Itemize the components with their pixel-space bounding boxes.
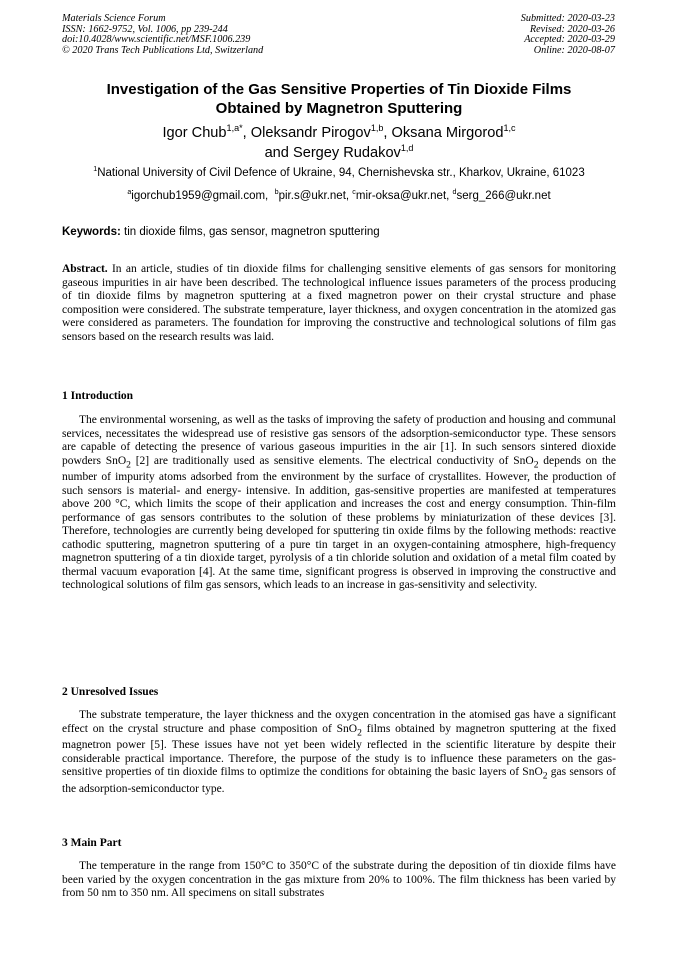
intro-text-2: [2] are traditionally used as sensitive elements. The electrical conductivity of SnO <box>130 454 534 467</box>
issues-text-3: gas sensors of the adsorption-semiconductor type. <box>62 766 616 796</box>
author-3: Oksana Mirgorod <box>391 125 504 141</box>
doi-line: doi:10.4028/www.scientific.net/MSF.1006.239 <box>62 34 251 46</box>
authors-line-2 <box>62 143 616 163</box>
email-d-sup: d <box>452 188 457 197</box>
issues-text-1: The substrate temperature, the layer thickness and the oxygen concentration in the atomised gas have a significant effect on the crystal structure and phase composition of SnO <box>62 709 616 735</box>
email-b[interactable]: pir.s@ukr.net, <box>278 190 350 202</box>
issues-sub-2: 2 <box>542 770 548 782</box>
abstract-label: Abstract. <box>62 263 108 275</box>
email-a-sup: a <box>127 188 132 197</box>
revised-date: Revised: 2020-03-26 <box>529 23 615 35</box>
affiliation-sup: 1 <box>93 165 98 174</box>
affiliation-text: National University of Civil Defence of Ukraine, 94, Chernishevska str., Kharkov, Ukraine, 61023 <box>97 167 585 179</box>
submitted-date: Submitted: 2020-03-23 <box>520 13 615 24</box>
authors-line-1: Igor Chub$^{1,a*}$, Oleksandr Pirogov$^{1,b}$, Oksana Mirgorod$^{1,c}$ <box>162 123 516 141</box>
author-1-sup: 1,a* <box>226 123 243 134</box>
keywords-text: tin dioxide films, gas sensor, magnetron sputtering <box>124 226 380 238</box>
intro-sub-2: 2 <box>533 458 539 470</box>
author-1: Igor Chub <box>162 125 227 141</box>
issues-paragraph <box>62 709 616 797</box>
copyright-line: © 2020 Trans Tech Publications Ltd, Switzerland <box>62 44 264 56</box>
author-4: and Sergey Rudakov <box>264 145 401 161</box>
issn-line: ISSN: 1662-9752, Vol. 1006, pp 239-244 <box>62 23 228 35</box>
intro-text-1: The environmental worsening, as well as the tasks of improving the safety of production and housing and communal services, necessitates the widespread use of resistive gas sensors of the adsorption-semiconductor type. These sensors are capable of detecting the presence of various gaseous impurities in the air [1]. In such sensors sintered dioxide powders SnO <box>62 414 616 467</box>
email-list <box>62 189 616 203</box>
email-b-sup: b <box>274 188 279 197</box>
section-heading-main-part: 3 Main Part <box>62 837 122 849</box>
keywords-label: Keywords: <box>62 226 121 238</box>
dates-header <box>521 14 615 56</box>
keywords <box>62 225 616 239</box>
author-list <box>62 123 616 163</box>
abstract <box>62 263 616 344</box>
email-c[interactable]: mir-oksa@ukr.net, <box>355 190 450 202</box>
affiliation <box>62 166 616 180</box>
author-4-sup: 1,d <box>400 143 414 154</box>
journal-name: Materials Science Forum <box>62 13 166 24</box>
intro-text-3: depends on the number of impurity atoms adsorbed from the environment by the surface of crystallites. However, the production of such sensors is material- and energy- intensive. In addition, gas-sensitive properties are manifested at temperatures above 200 °C, which limits the scope of their application and increases the cost and energy consumption. Thin-film performance of gas sensors contributes to the solution of these problems by miniaturization of these devices [3]. Therefore, technologies are currently being developed for sputtering tin oxide films by the following methods: reactive cathodic sputtering, magnetron sputtering of a pure tin target in an oxygen-containing atmosphere, high-frequency magnetron sputtering of a tin dioxide target, pyrolysis of a tin chloride solution and oxidation of a metal film coated by thermal vacuum evaporation [4]. At the same time, significant progress is observed in improving the constructive and technological solutions of film gas sensors, which leads to an increase in gas-sensitivity and selectivity. <box>62 454 616 592</box>
main-part-paragraph <box>62 860 616 901</box>
title-line-1: Investigation of the Gas Sensitive Properties of Tin Dioxide Films <box>106 81 572 98</box>
issues-sub-1: 2 <box>357 726 362 738</box>
paper-title <box>62 80 616 118</box>
author-2: Oleksandr Pirogov <box>250 125 371 141</box>
online-date: Online: 2020-08-07 <box>533 44 615 56</box>
section-heading-unresolved-issues: 2 Unresolved Issues <box>62 686 159 698</box>
email-c-sup: c <box>352 188 356 197</box>
title-line-2: Obtained by Magnetron Sputtering <box>215 100 463 117</box>
section-heading-introduction: 1 Introduction <box>62 390 134 402</box>
author-2-sup: 1,b <box>370 123 384 134</box>
email-a[interactable]: igorchub1959@gmail.com, <box>131 190 269 202</box>
email-d[interactable]: serg_266@ukr.net <box>456 190 551 202</box>
intro-sub-1: 2 <box>126 458 131 470</box>
author-3-sup: 1,c <box>503 123 516 134</box>
introduction-paragraph <box>62 414 616 593</box>
journal-header <box>62 14 263 56</box>
abstract-text: In an article, studies of tin dioxide films for challenging sensitive elements of gas sensors for monitoring gaseous impurities in air have been described. The technological influence issues parameters of the process producing of tin dioxide films by magnetron sputtering at a fixed magnetron power on their crystal structure and phase composition were considered. The substrate temperature, layer thickness, and oxygen concentration in the atomized gas were considered as parameters. The foundation for improving the constructive and technological solutions of film gas sensors based on the research results was laid. <box>62 263 616 343</box>
accepted-date: Accepted: 2020-03-29 <box>524 34 615 46</box>
main-text: The temperature in the range from 150°C to 350°C of the substrate during the deposition of tin dioxide films have been varied by the oxygen concentration in the gas mixture from 20% to 100%. The film thickness has been varied by from 50 nm to 350 nm. All specimens on sitall substrates <box>62 860 616 899</box>
issues-text-2: films obtained by magnetron sputtering at the fixed magnetron power [5]. These issues have not yet been widely reflected in the scientific literature by despite their considerable practical importance. Therefore, the purpose of the study is to influence these parameters on the gas-sensitive properties of tin dioxide films to optimize the conditions for obtaining the basic layers of SnO <box>62 722 617 779</box>
